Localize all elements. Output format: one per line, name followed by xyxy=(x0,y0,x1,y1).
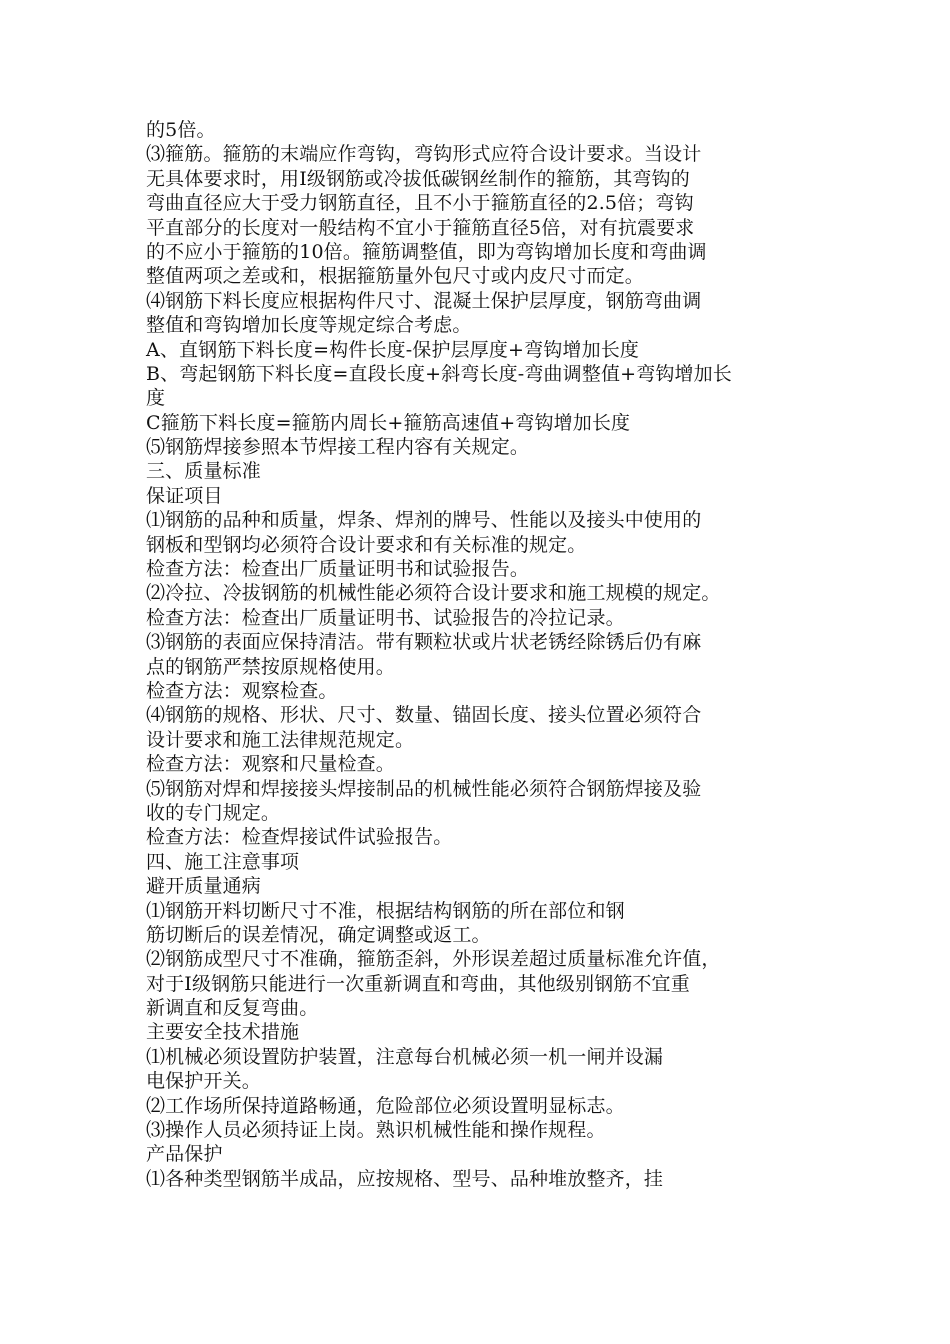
section-heading: 三、质量标准 xyxy=(146,460,261,483)
text-line: ⑴钢筋的品种和质量，焊条、焊剂的牌号、性能以及接头中使用的 xyxy=(146,509,702,532)
text-line: 点的钢筋严禁按原规格使用。 xyxy=(146,655,395,678)
subsection-heading: 主要安全技术措施 xyxy=(146,1021,300,1044)
text-line: ⑸钢筋对焊和焊接接头焊接制品的机械性能必须符合钢筋焊接及验 xyxy=(146,777,702,800)
text-line: ⑶钢筋的表面应保持清洁。带有颗粒状或片状老锈经除锈后仍有麻 xyxy=(146,631,702,654)
subsection-heading: 避开质量通病 xyxy=(146,875,261,898)
text-line: ⑶箍筋。箍筋的末端应作弯钩，弯钩形式应符合设计要求。当设计 xyxy=(146,143,702,166)
text-line: 检查方法：观察和尺量检查。 xyxy=(146,753,395,776)
text-line: 钢板和型钢均必须符合设计要求和有关标准的规定。 xyxy=(146,533,587,556)
text-line: ⑷钢筋下料长度应根据构件尺寸、混凝土保护层厚度，钢筋弯曲调 xyxy=(146,289,702,312)
text-line: 的5倍。 xyxy=(146,119,216,141)
text-line: ⑶操作人员必须持证上岗。熟识机械性能和操作规程。 xyxy=(146,1119,606,1142)
text-line: 对于Ⅰ级钢筋只能进行一次重新调直和弯曲，其他级别钢筋不宜重 xyxy=(146,972,690,995)
text-line: 设计要求和施工法律规范规定。 xyxy=(146,728,415,751)
text-line: 整值和弯钩增加长度等规定综合考虑。 xyxy=(146,314,472,337)
text-line: C箍筋下料长度=箍筋内周长+箍筋高速值+弯钩增加长度 xyxy=(146,411,631,434)
text-line: 无具体要求时，用Ⅰ级钢筋或冷拔低碳钢丝制作的箍筋，其弯钩的 xyxy=(146,167,690,190)
text-line: ⑵工作场所保持道路畅通，危险部位必须设置明显标志。 xyxy=(146,1094,625,1117)
text-line: ⑵钢筋成型尺寸不准确，箍筋歪斜，外形误差超过质量标准允许值， xyxy=(146,948,721,971)
document-body xyxy=(146,118,816,1191)
text-line: ⑴机械必须设置防护装置，注意每台机械必须一机一闸并设漏 xyxy=(146,1045,664,1068)
text-line: 弯曲直径应大于受力钢筋直径，且不小于箍筋直径的2.5倍；弯钩 xyxy=(146,192,694,215)
text-line: 新调直和反复弯曲。 xyxy=(146,997,319,1020)
text-line: 度 xyxy=(146,387,166,410)
text-line: B、弯起钢筋下料长度=直段长度+斜弯长度-弯曲调整值+弯钩增加长 xyxy=(146,362,732,385)
text-line: 整值两项之差或和，根据箍筋量外包尺寸或内皮尺寸而定。 xyxy=(146,265,644,288)
section-heading: 四、施工注意事项 xyxy=(146,850,300,873)
text-line: 收的专门规定。 xyxy=(146,801,281,824)
text-line: ⑴钢筋开料切断尺寸不准，根据结构钢筋的所在部位和钢 xyxy=(146,899,625,922)
text-line: 检查方法：观察检查。 xyxy=(146,679,338,702)
text-line: 筋切断后的误差情况，确定调整或返工。 xyxy=(146,923,491,946)
text-line: ⑷钢筋的规格、形状、尺寸、数量、锚固长度、接头位置必须符合 xyxy=(146,704,702,727)
text-line: A、直钢筋下料长度=构件长度-保护层厚度+弯钩增加长度 xyxy=(146,338,640,361)
text-line: 检查方法：检查焊接试件试验报告。 xyxy=(146,826,453,849)
text-line: 检查方法：检查出厂质量证明书、试验报告的冷拉记录。 xyxy=(146,606,625,629)
subsection-heading: 产品保护 xyxy=(146,1143,223,1166)
text-line: 检查方法：检查出厂质量证明书和试验报告。 xyxy=(146,558,530,581)
text-line: 的不应小于箍筋的10倍。箍筋调整值，即为弯钩增加长度和弯曲调 xyxy=(146,240,707,263)
text-line: 电保护开关。 xyxy=(146,1070,261,1093)
text-line: ⑸钢筋焊接参照本节焊接工程内容有关规定。 xyxy=(146,436,530,459)
subsection-heading: 保证项目 xyxy=(146,484,223,507)
text-line: ⑵冷拉、冷拔钢筋的机械性能必须符合设计要求和施工规模的规定。 xyxy=(146,582,721,605)
text-line: ⑴各种类型钢筋半成品，应按规格、型号、品种堆放整齐，挂 xyxy=(146,1167,664,1190)
text-line: 平直部分的长度对一般结构不宜小于箍筋直径5倍，对有抗震要求 xyxy=(146,216,695,239)
